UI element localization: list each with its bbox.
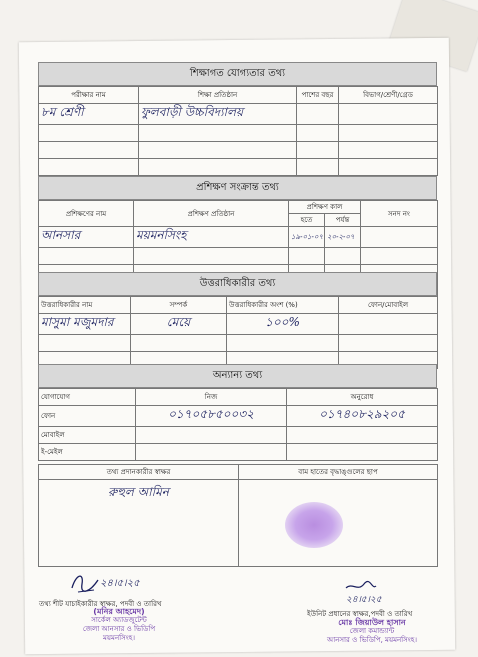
provider-signature-box [39,480,239,567]
education-title: শিক্ষাগত যোগ্যতার তথ্য [38,62,437,86]
heir-header-row [39,297,438,314]
heir-table [38,296,438,369]
provider-signature-label: তথ্য প্রদানকারীর স্বাক্ষর [39,465,239,480]
grade-value [339,104,438,125]
col-certificate: সনদ নং [361,201,438,227]
request-mobile-value [287,427,438,444]
col-grade: বিভাগ/শ্রেণী/গ্রেড [339,87,438,104]
provider-signature: রুহুল আমিন [108,485,169,499]
signature-header-row [39,465,438,480]
request-phone-value: ০১৭৪০৮২৯২০৫ [287,406,438,427]
table-row [39,314,438,335]
training-title: প্রশিক্ষণ সংক্রান্ত তথ্য [38,176,437,200]
signature-section [38,464,437,567]
training-name-value: আনসার [39,227,134,248]
unit-head-stamp [310,618,434,645]
heir-section [38,272,437,369]
table-row [39,427,438,444]
exam-value: ৮ম শ্রেণী [39,104,139,125]
heir-phone-value [339,314,438,335]
signature-body-row [39,480,438,567]
verifier-date: ২৪।৫।২৫ [100,578,140,589]
contact-label-mobile: মোবাইল [39,427,136,444]
own-mobile-value [136,427,287,444]
training-header-row [39,201,438,214]
unit-head-stamp-name: মোঃ জিয়াউল হাসান [338,618,406,627]
signature-table [38,464,438,567]
verifier-stamp-line4: ময়মনসিংহ। [103,634,135,642]
verifier-signature-label: তথ্য শীট যাচাইকারীর স্বাক্ষর, পদবী ও তারিখ [39,600,162,608]
education-section [38,62,437,176]
contact-table [38,388,438,461]
institution-value: ফুলবাড়ী উচ্চবিদ্যালয় [139,104,297,125]
other-title: অন্যান্য তথ্য [38,364,437,388]
verifier-stamp-line3: জেলা আনসার ও ভিডিপি [82,625,156,633]
education-header-row [39,87,438,104]
col-relation: সম্পর্ক [131,297,227,314]
unit-head-stamp-line3: আনসার ও ভিডিপি, ময়মনসিংহ। [327,636,417,644]
col-contact: যোগাযোগ [39,389,136,406]
table-row [39,444,438,461]
heir-title: উত্তরাধিকারীর তথ্য [38,272,437,296]
unit-head-date: ২৪।৫।২৫ [346,595,382,605]
table-row [39,406,438,427]
share-value: ১০০% [227,314,339,335]
table-row [39,227,438,248]
col-training-period: প্রশিক্ষণ কাল [289,201,361,214]
table-row [39,335,438,352]
col-from: হতে [289,214,325,227]
verifier-stamp [74,607,164,643]
table-row [39,142,438,159]
contact-label-email: ই-মেইল [39,444,136,461]
contact-label-phone: ফোন [39,406,136,427]
col-heir-phone: ফোন/মোবাইল [339,297,438,314]
col-pass-year: পাশের বছর [297,87,339,104]
other-section [38,364,437,461]
verifier-stamp-line2: সার্কেল অ্যাডজুটেন্ট [91,616,147,624]
thumbprint-label: বাম হাতের বৃদ্ধাঙ্গুলের ছাপ [239,465,438,480]
col-heir-name: উত্তরাধিকারীর নাম [39,297,131,314]
unit-head-signature-label: ইউনিট প্রধানের স্বাক্ষর,পদবী ও তারিখ [307,610,413,618]
training-institution-value: ময়মনসিংহ [134,227,289,248]
training-to-value: ২০-২-০৭ [325,227,361,248]
year-value [297,104,339,125]
col-own: নিজ [136,389,287,406]
col-training-name: প্রশিক্ষণের নাম [39,201,134,227]
training-from-value: ১৯-০১-০৭ [289,227,325,248]
contact-header-row [39,389,438,406]
col-exam-name: পরীক্ষার নাম [39,87,139,104]
col-to: পর্যন্ত [325,214,361,227]
table-row [39,159,438,176]
col-institution: শিক্ষা প্রতিষ্ঠান [139,87,297,104]
verifier-stamp-name: (মনির আহমেদ) [93,607,145,616]
certificate-value [361,227,438,248]
education-table [38,86,438,176]
thumbprint-mark [285,502,343,548]
own-phone-value: ০১৭০৫৮৫০০৩২ [136,406,287,427]
table-row [39,248,438,265]
request-email-value [287,444,438,461]
col-share: উত্তরাধিকারীর অংশ (%) [227,297,339,314]
table-row [39,104,438,125]
col-training-institution: প্রশিক্ষণ প্রতিষ্ঠান [134,201,289,227]
col-request: অনুরোধ [287,389,438,406]
relation-value: মেয়ে [131,314,227,335]
own-email-value [136,444,287,461]
table-row [39,125,438,142]
unit-head-stamp-line2: জেলা কমান্ড্যান্ট [349,627,395,635]
heir-name-value: মাসুমা মজুমদার [39,314,131,335]
